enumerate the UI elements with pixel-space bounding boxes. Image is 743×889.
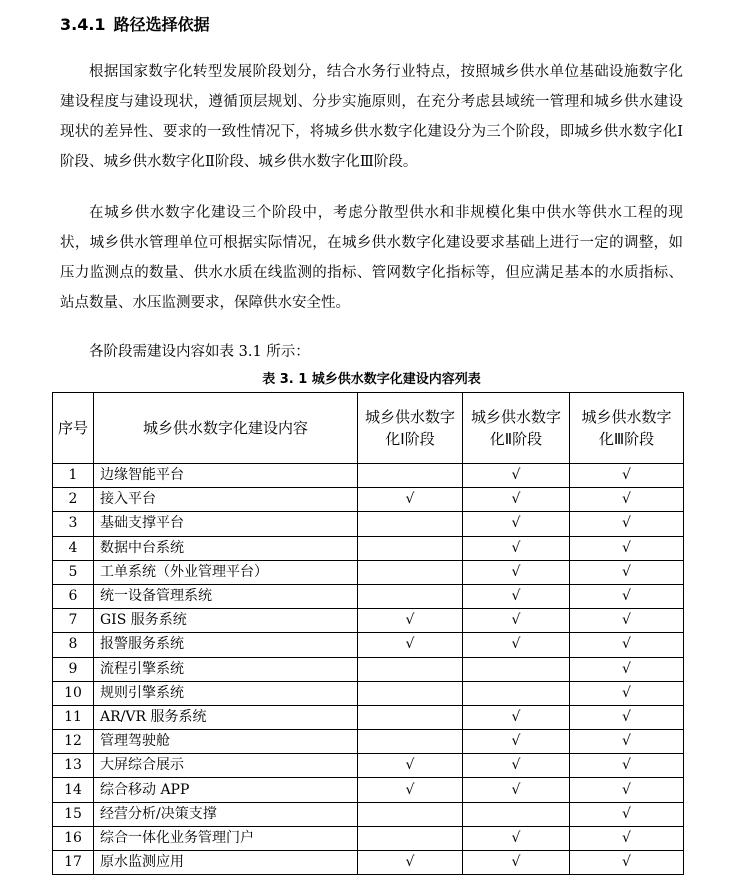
stage-3-check: √: [570, 584, 684, 608]
table-row: [53, 584, 684, 608]
stage-3-check: √: [570, 826, 684, 850]
stage-2-check: [463, 681, 570, 705]
stage-2-check: √: [463, 633, 570, 657]
stage-3-check: √: [570, 464, 684, 488]
table-caption: 表 3. 1 城乡供水数字化建设内容列表: [262, 372, 481, 387]
stage-2-check: √: [463, 778, 570, 802]
row-number: 11: [53, 705, 94, 729]
header-stage-1: 城乡供水数字化Ⅰ阶段: [358, 393, 463, 464]
header-index: 序号: [53, 393, 94, 464]
section-heading: [60, 13, 210, 37]
stage-1-check: √: [358, 633, 463, 657]
stage-1-check: √: [358, 609, 463, 633]
stage-1-check: [358, 657, 463, 681]
row-content-name: 报警服务系统: [94, 633, 358, 657]
stage-2-check: √: [463, 488, 570, 512]
stage-2-check: √: [463, 512, 570, 536]
stage-1-check: √: [358, 778, 463, 802]
table-row: [53, 609, 684, 633]
row-number: 6: [53, 584, 94, 608]
stage-3-check: √: [570, 778, 684, 802]
stage-1-check: [358, 705, 463, 729]
row-content-name: GIS 服务系统: [94, 609, 358, 633]
row-number: 16: [53, 826, 94, 850]
row-number: 9: [53, 657, 94, 681]
stage-3-check: √: [570, 802, 684, 826]
table-row: [53, 536, 684, 560]
row-content-name: AR/VR 服务系统: [94, 705, 358, 729]
table-row: [53, 464, 684, 488]
paragraph-1: 根据国家数字化转型发展阶段划分，结合水务行业特点，按照城乡供水单位基础设施数字化建设程度与建设现状，遵循顶层规划、分步实施原则，在充分考虑县域统一管理和城乡供水建设现状的差异性、要求的一致性情况下，将城乡供水数字化建设分为三个阶段，即城乡供水数字化Ⅰ阶段、城乡供水数字化Ⅱ阶段、城乡供水数字化Ⅲ阶段。: [60, 64, 683, 170]
table-row: [53, 851, 684, 875]
stage-2-check: √: [463, 464, 570, 488]
stage-2-check: √: [463, 851, 570, 875]
row-content-name: 接入平台: [94, 488, 358, 512]
table-row: [53, 633, 684, 657]
row-number: 14: [53, 778, 94, 802]
stage-3-check: √: [570, 681, 684, 705]
stage-3-check: √: [570, 536, 684, 560]
stage-3-check: √: [570, 851, 684, 875]
row-number: 15: [53, 802, 94, 826]
table-body: [53, 464, 684, 875]
stage-2-check: √: [463, 754, 570, 778]
table-row: [53, 681, 684, 705]
table-header-row: [53, 393, 684, 464]
table-row: [53, 778, 684, 802]
stage-3-check: √: [570, 512, 684, 536]
stage-1-check: √: [358, 488, 463, 512]
stage-3-check: √: [570, 609, 684, 633]
stage-2-check: √: [463, 536, 570, 560]
row-number: 4: [53, 536, 94, 560]
row-content-name: 规则引擎系统: [94, 681, 358, 705]
stage-1-check: [358, 560, 463, 584]
stage-3-check: √: [570, 754, 684, 778]
table-row: [53, 705, 684, 729]
row-content-name: 工单系统（外业管理平台）: [94, 560, 358, 584]
row-number: 7: [53, 609, 94, 633]
header-content: 城乡供水数字化建设内容: [94, 393, 358, 464]
stage-2-check: [463, 802, 570, 826]
header-stage-3: 城乡供水数字化Ⅲ阶段: [570, 393, 684, 464]
stage-1-check: [358, 536, 463, 560]
stage-3-check: √: [570, 730, 684, 754]
row-content-name: 综合一体化业务管理门户: [94, 826, 358, 850]
section-number: 3.4.1: [60, 15, 106, 34]
paragraph-3: 各阶段需建设内容如表 3.1 所示：: [89, 344, 310, 360]
row-content-name: 经营分析/决策支撑: [94, 802, 358, 826]
row-number: 17: [53, 851, 94, 875]
row-content-name: 管理驾驶舱: [94, 730, 358, 754]
stage-2-check: √: [463, 609, 570, 633]
stage-3-check: √: [570, 488, 684, 512]
stage-1-check: √: [358, 851, 463, 875]
table-row: [53, 802, 684, 826]
section-title: 路径选择依据: [113, 15, 210, 34]
row-number: 5: [53, 560, 94, 584]
construction-content-table: [52, 392, 684, 875]
stage-1-check: [358, 512, 463, 536]
stage-2-check: √: [463, 826, 570, 850]
stage-1-check: [358, 681, 463, 705]
row-number: 1: [53, 464, 94, 488]
stage-3-check: √: [570, 633, 684, 657]
stage-3-check: √: [570, 657, 684, 681]
table-row: [53, 488, 684, 512]
stage-1-check: √: [358, 754, 463, 778]
row-content-name: 数据中台系统: [94, 536, 358, 560]
row-content-name: 统一设备管理系统: [94, 584, 358, 608]
row-content-name: 综合移动 APP: [94, 778, 358, 802]
row-content-name: 边缘智能平台: [94, 464, 358, 488]
stage-2-check: √: [463, 584, 570, 608]
stage-1-check: [358, 730, 463, 754]
row-number: 10: [53, 681, 94, 705]
row-content-name: 基础支撑平台: [94, 512, 358, 536]
table-row: [53, 512, 684, 536]
header-stage-2: 城乡供水数字化Ⅱ阶段: [463, 393, 570, 464]
stage-1-check: [358, 802, 463, 826]
row-number: 12: [53, 730, 94, 754]
stage-1-check: [358, 584, 463, 608]
row-content-name: 原水监测应用: [94, 851, 358, 875]
table-row: [53, 560, 684, 584]
row-number: 13: [53, 754, 94, 778]
table-row: [53, 754, 684, 778]
stage-3-check: √: [570, 705, 684, 729]
table-row: [53, 657, 684, 681]
table-row: [53, 826, 684, 850]
stage-1-check: [358, 464, 463, 488]
row-number: 2: [53, 488, 94, 512]
row-number: 3: [53, 512, 94, 536]
stage-2-check: √: [463, 705, 570, 729]
stage-2-check: [463, 657, 570, 681]
paragraph-2: 在城乡供水数字化建设三个阶段中，考虑分散型供水和非规模化集中供水等供水工程的现状，城乡供水管理单位可根据实际情况，在城乡供水数字化建设要求基础上进行一定的调整，如压力监测点的数量、供水水质在线监测的指标、管网数字化指标等，但应满足基本的水质指标、站点数量、水压监测要求，保障供水安全性。: [60, 205, 683, 311]
stage-2-check: √: [463, 730, 570, 754]
row-content-name: 大屏综合展示: [94, 754, 358, 778]
row-number: 8: [53, 633, 94, 657]
stage-3-check: √: [570, 560, 684, 584]
table-row: [53, 730, 684, 754]
stage-2-check: √: [463, 560, 570, 584]
row-content-name: 流程引擎系统: [94, 657, 358, 681]
stage-1-check: [358, 826, 463, 850]
